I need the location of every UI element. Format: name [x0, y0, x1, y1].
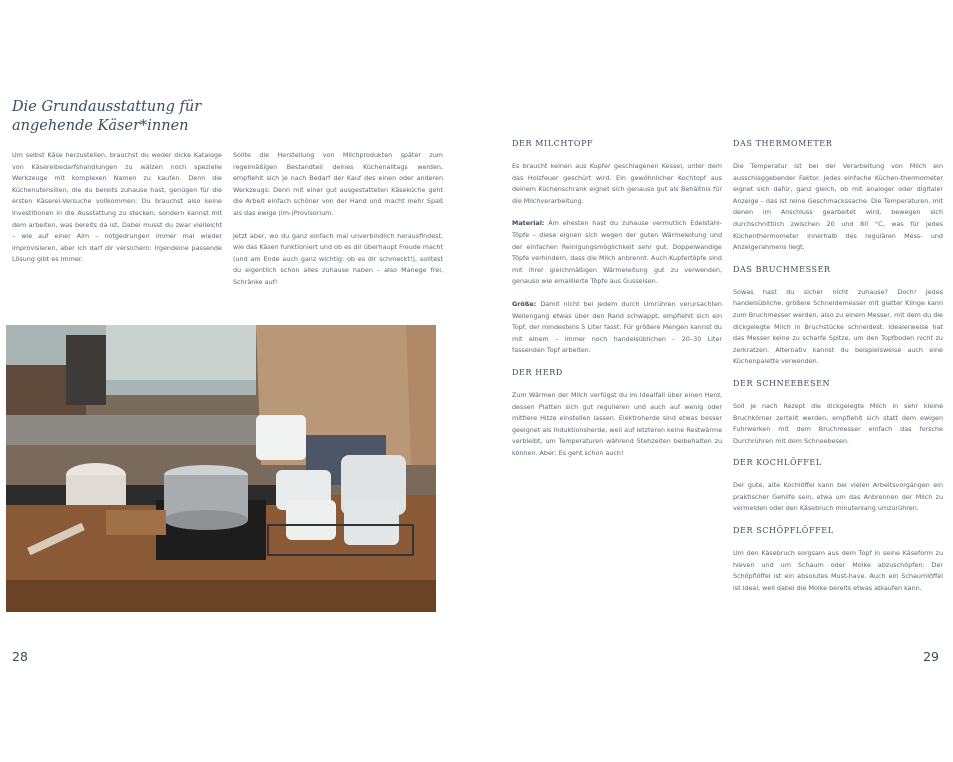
left-column-1 — [12, 150, 222, 277]
heading-bruchmesser: DAS BRUCHMESSER — [733, 264, 831, 274]
page-number-right: 29 — [923, 649, 939, 664]
groesse-label: Größe: — [512, 299, 537, 308]
intro-paragraph: Um selbst Käse herzustellen, brauchst du weder dicke Kataloge von Käsereibedarfshandlungen zu wälzen noch spezielle Werkzeuge mit komplexen Namen zu kaufen. Denn die Küchenutensilien, die du bereits zuhause hast, genügen für die ersten Käserei-Versuche vollkommen: Du brauchst also keine Investitionen in die Ausstattung zu stecken, sondern kannst mit dem arbeiten, was bereits da ist. Dabei musst du zwar vielleicht – wie auf einer Alm – notgedrungen immer mal wieder improvisieren, aber ich darf dir versichern: Irgendeine passende Lösung gibt es immer. — [12, 151, 222, 264]
section-kochloeffel — [733, 458, 943, 515]
material-label: Material: — [512, 219, 545, 228]
schoepfloeffel-text: Um den Käsebruch sorgsam aus dem Topf in seine Käseform zu hieven und um Schaum oder Molke abzuschöpfen: Der Schöpflöffel ist ein absolutes Must-have. Auch ein Schaumlöffel ist ideal, weil dabei die Molke bereits etwas ablaufen kann. — [733, 549, 943, 592]
heading-herd: DER HERD — [512, 367, 563, 377]
schneebesen-text: Soll je nach Rezept die dickgelegte Milch in sehr kleine Bruchkörner zerteilt werden, empfiehlt sich statt dem ewigen Fuhrwerken mit dem Bruchmesser einfach das forsche Durchrühren mit dem Schneebesen. — [733, 401, 943, 445]
section-bruchmesser — [733, 265, 943, 368]
section-herd — [512, 368, 722, 460]
section-milchtopf — [512, 139, 722, 357]
page-number-left: 28 — [12, 649, 28, 664]
milchtopf-material — [512, 218, 722, 288]
herd-text: Zum Wärmen der Milch verfügst du im Idealfall über einen Herd, dessen Platten sich gut regulieren und auch auf wenig oder mittlere Hitze einstellen lassen. Elektroherde sind etwas besser geeignet als Induktionsherde, weil auf letzteren keine Restwärme verbleibt, um Temperaturen während Stehzeiten beibehalten zu können. Aber: Es geht schon auch! — [512, 390, 722, 457]
section-schoepfloeffel — [733, 526, 943, 594]
right-column-1 — [512, 139, 722, 470]
heading-schoepfloeffel: DER SCHÖPFLÖFFEL — [733, 526, 834, 536]
right-column-2 — [733, 139, 943, 605]
heading-kochloeffel: DER KOCHLÖFFEL — [733, 458, 822, 468]
section-thermometer — [733, 139, 943, 254]
thermometer-text: Die Temperatur ist bei der Verarbeitung von Milch ein ausschlaggebender Faktor. Jedes einfache Küchen-thermometer eignet sich dafür, ganz gleich, ob mit analoger oder digitaler Anzeige – das ist reine Geschmackssache. Die Temperaturen, mit denen im Anschluss gearbeitet wird, bewegen sich durchschnittlich zwischen 20 und 80 °C, was für jedes Küchenthermometer innerhalb des regulären Mess- und Anzeigerahmens liegt. — [733, 162, 943, 252]
left-page — [0, 0, 476, 762]
bruchmesser-text: Sowas hast du sicher nicht zuhause? Doch! Jedes handelsübliche, größere Schneidemesser mit glatter Klinge kann zum Bruchmesser werden, also zu einem Messer, mit dem du die dickgelegte Milch in Bruchstücke schneidest. Idealerweise hat das Messer keine zu scharfe Spitze, um den Topfboden nicht zu zerkratzen. Alternativ kannst du beispielsweise auch eine Küchenpalette verwenden. — [733, 287, 943, 366]
kochloeffel-text: Der gute, alte Kochlöffel kann bei vielen Arbeitsvorgängen ein praktischer Gehilfe sein, etwa um das Anbrennen der Milch zu vermeiden oder den Käsebruch minutenlang umzurühren. — [733, 481, 943, 513]
heading-thermometer: DAS THERMOMETER — [733, 139, 833, 148]
milchtopf-intro: Es braucht keinen aus Kupfer geschlagenen Kessel, unter dem das Holzfeuer geschürt wird. Ein gewöhnlicher Kochtopf aus deinem Küchenschrank eignet sich genauso gut als Behältnis für die Milchverarbeitung. — [512, 162, 722, 205]
section-schneebesen — [733, 379, 943, 447]
title-line-1: Die Grundausstattung für — [12, 99, 202, 115]
kitchen-photo — [6, 325, 436, 612]
title-line-2: angehende Käser*innen — [12, 118, 189, 134]
paragraph-2: Sollte die Herstellung von Milchprodukten später zum regelmäßigen Bestandteil deines Küchenalltags werden, empfiehlt sich je nach Bedarf der Kauf des einen oder anderen Werkzeugs: Denn mit einer gut ausgestatteten Käseküche geht die Arbeit einfach schöner von der Hand und macht mehr Spaß als das ewige (Im-)Provisorium. — [233, 151, 443, 217]
milchtopf-groesse — [512, 299, 722, 357]
material-text: Am ehesten hast du zuhause vermutlich Edelstahl-Töpfe – diese eignen sich wegen der guten Wärmeleitung und der einfachen Reinigungsmöglichkeit sehr gut. Doppelwandige Töpfe verhindern, dass die Milch anbrennt. Auch Kupfertöpfe sind mit ihrer gleichmäßigen Wärmeleitung gut zu verwenden, genauso wie emaillierte Töpfe aus Gusseisen. — [512, 219, 722, 286]
paragraph-3: Jetzt aber, wo du ganz einfach mal unverbindlich herausfindest, wie das Käsen funktioniert und ob es dir überhaupt Freude macht (und am Ende auch ganz wichtig: ob es dir schmeckt!), solltest du eigentlich schon alles zuhause haben – also Manege frei, Schränke auf! — [233, 231, 443, 286]
heading-schneebesen: DER SCHNEEBESEN — [733, 378, 831, 388]
heading-milchtopf: DER MILCHTOPF — [512, 139, 594, 148]
page-title — [12, 98, 292, 136]
right-page — [477, 0, 953, 762]
left-column-2 — [233, 150, 443, 300]
groesse-text: Damit nicht bei jedem durch Umrühren verursachten Wellengang etwas über den Rand schwappt, empfiehlt sich ein Topf, der mindestens 5 Liter fasst. Für größere Mengen kannst du mit einem – immer noch handelsüblichen – 20–30 Liter fassenden Topf arbeiten. — [512, 299, 722, 355]
